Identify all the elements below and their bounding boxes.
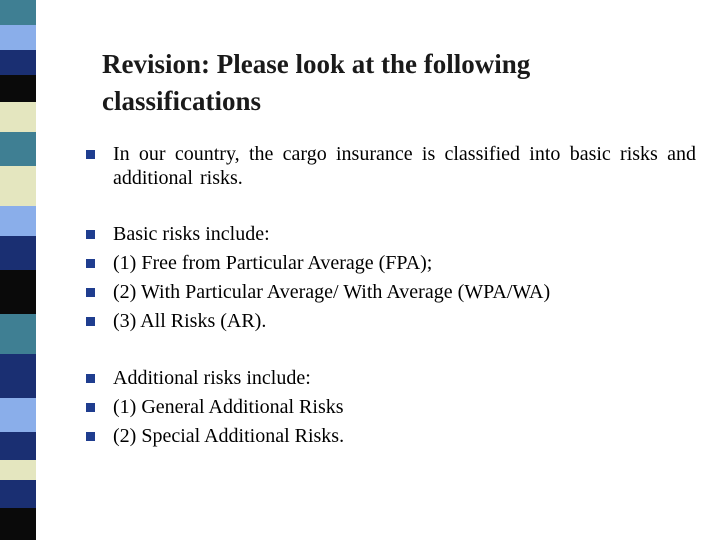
square-bullet-icon — [86, 403, 95, 412]
stripe-block — [0, 398, 36, 432]
bullet-text: (1) Free from Particular Average (FPA); — [113, 252, 433, 274]
stripe-block — [0, 0, 36, 25]
slide-title-line-1: Revision: Please look at the following — [102, 49, 531, 79]
square-bullet-icon — [86, 432, 95, 441]
bullet-item — [86, 366, 696, 390]
stripe-block — [0, 132, 36, 166]
stripe-block — [0, 166, 36, 206]
stripe-block — [0, 75, 36, 102]
bullet-item — [86, 251, 696, 275]
bullet-text: (3) All Risks (AR). — [113, 310, 267, 332]
square-bullet-icon — [86, 150, 95, 159]
bullet-item — [86, 222, 696, 246]
bullet-text: In our country, the cargo insurance is classified into basic risks and additional risks. — [113, 143, 696, 189]
stripe-block — [0, 50, 36, 75]
bullet-text: (2) Special Additional Risks. — [113, 425, 345, 447]
stripe-block — [0, 236, 36, 270]
bullet-item — [86, 424, 696, 448]
stripe-block — [0, 314, 36, 354]
stripe-block — [0, 460, 36, 480]
stripe-block — [0, 354, 36, 398]
bullet-item — [86, 280, 696, 304]
stripe-block — [0, 206, 36, 236]
stripe-block — [0, 270, 36, 314]
square-bullet-icon — [86, 230, 95, 239]
bullet-text: Basic risks include: — [113, 223, 270, 245]
bullet-text: (1) General Additional Risks — [113, 396, 344, 418]
slide-title — [102, 46, 682, 120]
square-bullet-icon — [86, 259, 95, 268]
stripe-block — [0, 508, 36, 540]
bullet-item — [86, 142, 696, 190]
decorative-side-stripe — [0, 0, 36, 540]
bullet-text: (2) With Particular Average/ With Average (WPA/WA) — [113, 281, 551, 303]
square-bullet-icon — [86, 317, 95, 326]
stripe-block — [0, 102, 36, 132]
slide-title-line-2: classifications — [102, 86, 261, 116]
square-bullet-icon — [86, 288, 95, 297]
bullet-item — [86, 395, 696, 419]
bullet-text: Additional risks include: — [113, 367, 311, 389]
stripe-block — [0, 432, 36, 460]
square-bullet-icon — [86, 374, 95, 383]
bullet-item — [86, 309, 696, 333]
stripe-block — [0, 480, 36, 508]
stripe-block — [0, 25, 36, 50]
